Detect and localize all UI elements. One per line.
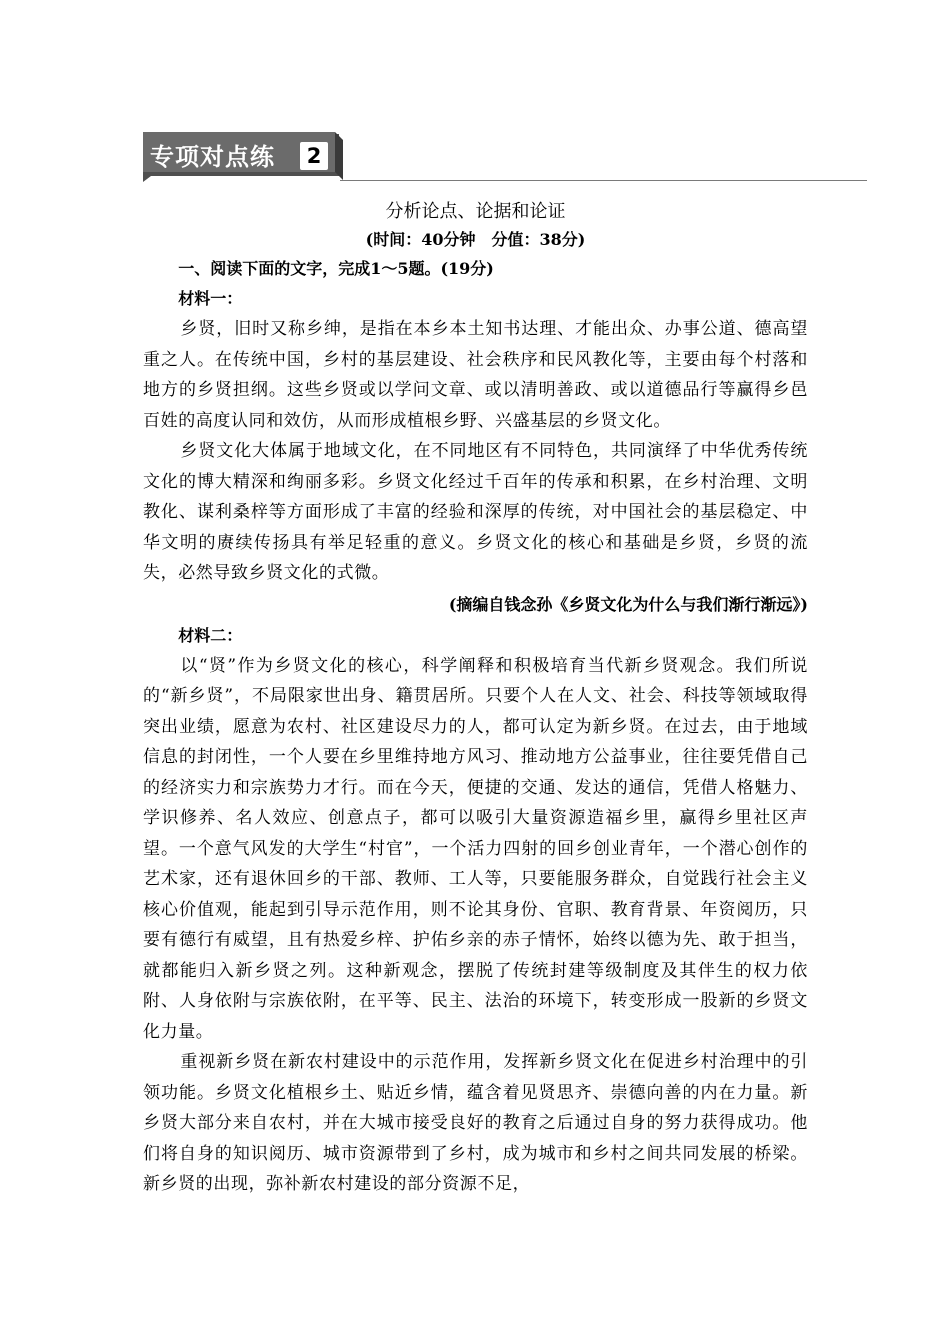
material1-paragraph-2: 乡贤文化大体属于地域文化，在不同地区有不同特色，共同演绎了中华优秀传统文化的博大精深和绚丽多彩。乡贤文化经过千百年的传承和积累，在乡村治理、文明教化、谋利桑梓等方面形成了丰富的经验和深厚的传统，对中国社会的基层稳定、中华文明的赓续传扬具有举足轻重的意义。乡贤文化的核心和基础是乡贤，乡贤的流失，必然导致乡贤文化的式微。: [143, 441, 808, 583]
banner-label: 专项对点练: [150, 143, 275, 171]
material1-source: (摘编自钱念孙《乡贤文化为什么与我们渐行渐远》): [448, 594, 808, 614]
material2-paragraph-1: 以“贤”作为乡贤文化的核心，科学阐释和积极培育当代新乡贤观念。我们所说的“新乡贤”，不局限家世出身、籍贯居所。只要个人在人文、社会、科技等领域取得突出业绩，愿意为农村、社区建设尽力的人，都可认定为新乡贤。在过去，由于地域信息的封闭性，一个人要在乡里维持地方风习、推动地方公益事业，往往要凭借自己的经济实力和宗族势力才行。而在今天，便捷的交通、发达的通信，凭借人格魅力、学识修养、名人效应、创意点子，都可以吸引大量资源造福乡里，赢得乡里社区声望。一个意气风发的大学生“村官”，一个活力四射的回乡创业青年，一个潜心创作的艺术家，还有退休回乡的干部、教师、工人等，只要能服务群众，自觉践行社会主义核心价值观，能起到引导示范作用，则不论其身份、官职、教育背景、年资阅历，只要有德行有威望，且有热爱乡梓、护佑乡亲的赤子情怀，始终以德为先、敢于担当，就都能归入新乡贤之列。这种新观念，摆脱了传统封建等级制度及其伴生的权力依附、人身依附与宗族依附，在平等、民主、法治的环境下，转变形成一股新的乡贤文化力量。: [143, 655, 808, 1042]
document-body: [143, 198, 808, 1200]
material1-paragraph-1: 乡贤，旧时又称乡绅，是指在本乡本土知书达理、才能出众、办事公道、德高望重之人。在传统中国，乡村的基层建设、社会秩序和民风教化等，主要由每个村落和地方的乡贤担纲。这些乡贤或以学问文章、或以清明善政、或以道德品行等赢得乡邑百姓的高度认同和效仿，从而形成植根乡野、兴盛基层的乡贤文化。: [143, 319, 808, 431]
material1-label: 材料一：: [178, 289, 243, 308]
material2-paragraph-2: 重视新乡贤在新农村建设中的示范作用，发挥新乡贤文化在促进乡村治理中的引领功能。乡贤文化植根乡土、贴近乡情，蕴含着见贤思齐、崇德向善的内在力量。新乡贤大部分来自农村，并在大城市接受良好的教育之后通过自身的努力获得成功。他们将自身的知识阅历、城市资源带到了乡村，成为城市和乡村之间共同发展的桥梁。新乡贤的出现，弥补新农村建设的部分资源不足，: [143, 1052, 808, 1194]
material2-label: 材料二：: [178, 625, 243, 645]
page-subtitle: (时间：40分钟 分值：38分): [365, 230, 586, 249]
banner-number: 2: [300, 142, 328, 170]
page-title: 分析论点、论据和论证: [385, 201, 566, 222]
section-heading: 一、阅读下面的文字，完成1～5题。(19分): [178, 259, 494, 278]
banner-rule: [340, 180, 867, 181]
